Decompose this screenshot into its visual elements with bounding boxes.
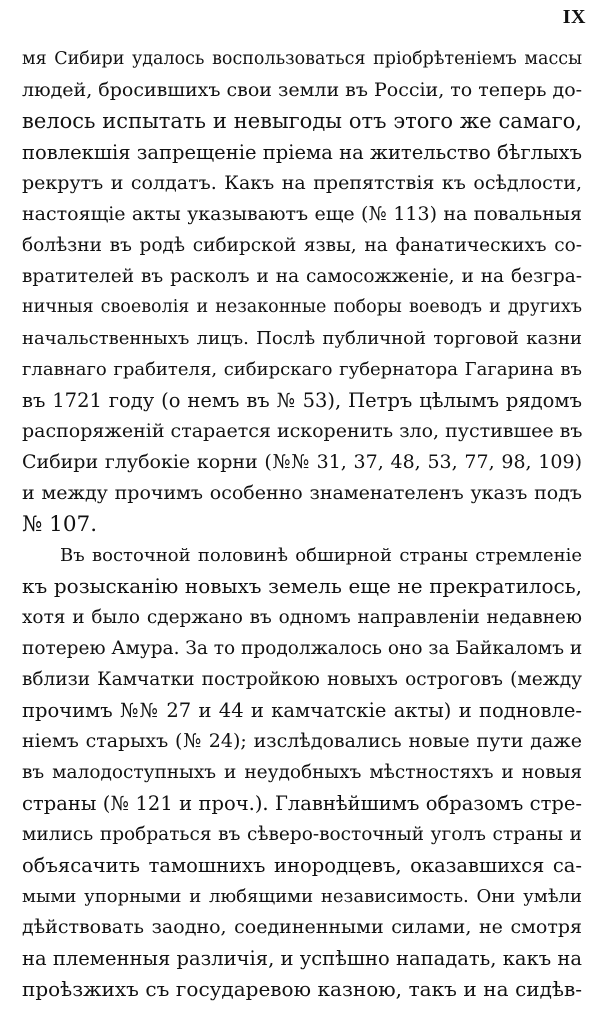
text-line: къ розысканію новыхъ земель еще не прекратилось, (22, 574, 582, 598)
text-line: хотя и было сдержано въ одномъ направленіи недавнею (22, 607, 582, 628)
text-line: настоящіе акты указываютъ еще (№ 113) на повальныя (22, 203, 582, 225)
text-line: № 107. (22, 512, 98, 537)
text-line: мыми упорными и любящими независимость. Они умѣли (22, 886, 582, 907)
text-line: проѣзжихъ съ государевою казною, такъ и на сидѣв- (22, 977, 582, 1001)
text-line: потерею Амура. За то продолжалось оно за Байкаломъ и (22, 638, 582, 659)
text-line: ніемъ старыхъ (№ 24); изслѣдовались новые пути даже (22, 730, 582, 752)
text-line: въ малодоступныхъ и неудобныхъ мѣстностяхъ и новыя (22, 762, 582, 783)
text-line: болѣзни въ родѣ сибирской язвы, на фанатическихъ со- (22, 235, 582, 256)
text-line: дѣйствовать заодно, соединенными силами, не смотря (22, 916, 582, 938)
body-text (22, 44, 582, 1005)
text-line: мились пробраться въ сѣверо-восточный уголъ страны и (22, 824, 582, 845)
text-line: вблизи Камчатки постройкою новыхъ остроговъ (между (22, 669, 582, 690)
paragraph (22, 540, 582, 1005)
text-line: вратителей въ расколъ и на самосожженіе, и на безгра- (22, 266, 582, 287)
text-line: рекрутъ и солдатъ. Какъ на препятствія къ осѣдлости, (22, 172, 582, 194)
text-line: мя Сибири удалось воспользоваться пріобрѣтеніемъ массы (22, 49, 582, 69)
text-line: Въ восточной половинѣ обширной страны стремленіе (60, 545, 582, 566)
text-line: распоряженій старается искоренить зло, пустившее въ (22, 420, 582, 442)
text-line: ничныя своеволія и незаконные поборы воеводъ и другихъ (22, 297, 582, 317)
text-line: прочимъ №№ 27 и 44 и камчатскіе акты) и подновле- (22, 699, 582, 722)
text-line: въ 1721 году (о немъ въ № 53), Петръ цѣлымъ рядомъ (22, 389, 582, 412)
paragraph (22, 44, 582, 540)
text-line: людей, бросившихъ свои земли въ Россіи, то теперь до- (22, 79, 582, 101)
text-line: Сибири глубокіе корни (№№ 31, 37, 48, 53, 77, 98, 109) (22, 451, 582, 473)
page-number: IX (562, 6, 586, 28)
text-line: повлекшія запрещеніе пріема на жительство бѣглыхъ (22, 141, 582, 164)
text-line: главнаго грабителя, сибирскаго губернатора Гагарина въ (22, 359, 582, 380)
text-line: начальственныхъ лицъ. Послѣ публичной торговой казни (22, 328, 582, 349)
text-line: страны (№ 121 и проч.). Главнѣйшимъ образомъ стре- (22, 792, 582, 815)
text-line: на племенныя различія, и успѣшно нападать, какъ на (22, 947, 582, 970)
text-line: объясачить тамошнихъ инородцевъ, оказавшихся са- (22, 854, 582, 877)
text-line: и между прочимъ особенно знаменателенъ указъ подъ (22, 482, 582, 504)
text-line: велось испытать и невыгоды отъ этого же самаго, (22, 109, 582, 133)
